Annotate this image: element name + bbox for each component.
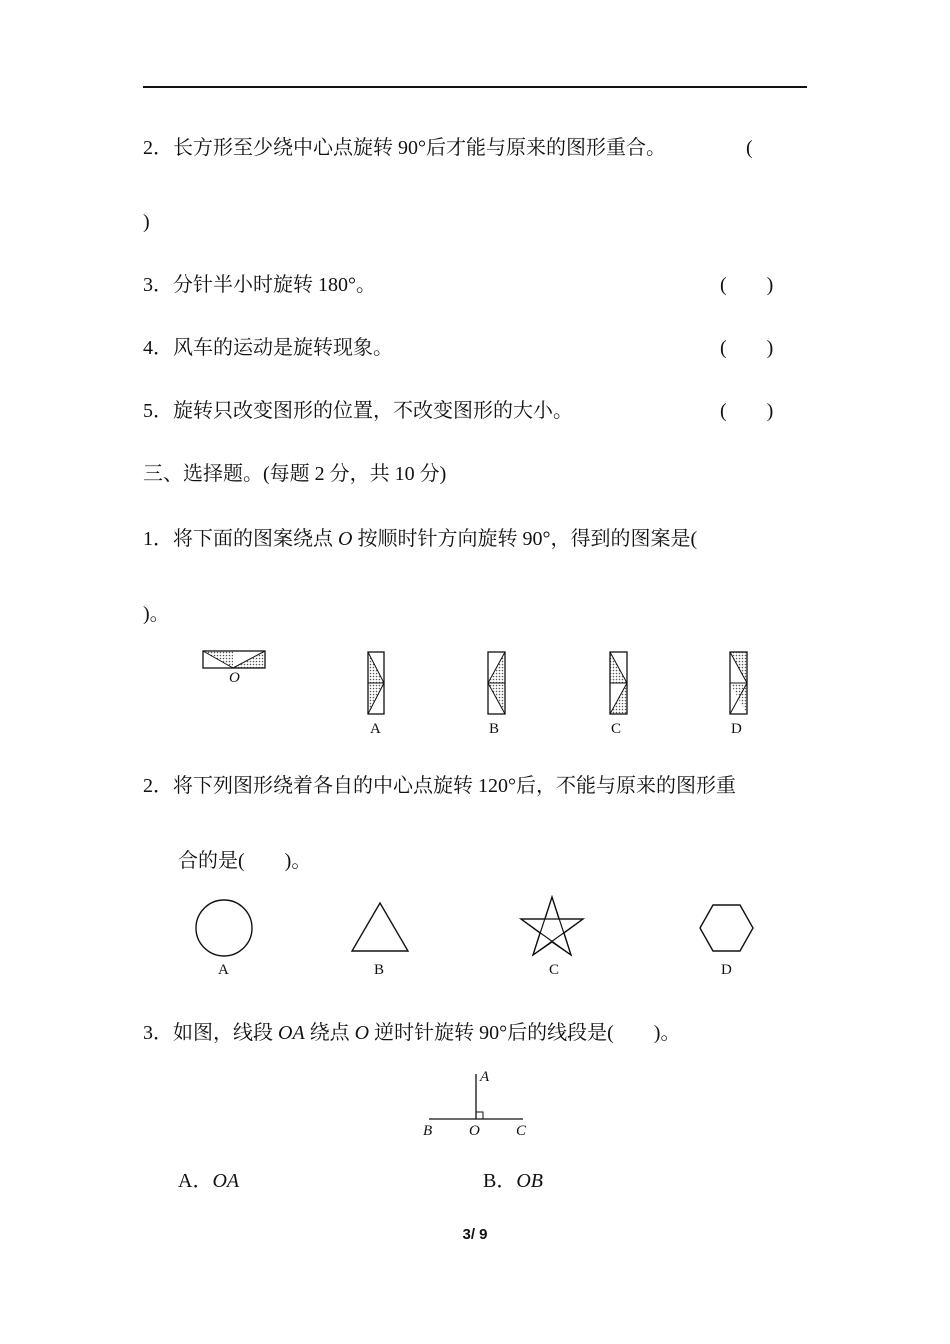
choice2-option-c-label[interactable]: C — [549, 962, 560, 978]
q2-number: 2． — [143, 137, 173, 159]
q4-answer-blank[interactable]: ( ) — [720, 337, 774, 359]
fig-label-b: B — [423, 1123, 433, 1139]
choice2-text: 将下列图形绕着各自的中心点旋转 120°后，不能与原来的图形重 — [173, 775, 736, 797]
answer-b-letter: B． — [483, 1170, 517, 1192]
choice1-text-b: 按顺时针方向旋转 90°，得到的图案是( — [352, 528, 698, 550]
q2-paren-open[interactable]: ( — [746, 137, 753, 159]
fig-label-a: A — [480, 1069, 490, 1085]
q3-text: 分针半小时旋转 180°。 — [173, 274, 376, 296]
fig-label-c: C — [516, 1123, 527, 1139]
q5-answer-blank[interactable]: ( ) — [720, 400, 774, 422]
page-number: 3/ 9 — [462, 1226, 488, 1243]
fig-label-o: O — [469, 1123, 480, 1139]
choice3-text-a: 如图，线段 — [173, 1022, 278, 1044]
choice3-answer-b[interactable] — [483, 1169, 543, 1193]
choice3-answer-a[interactable] — [178, 1169, 239, 1193]
q5-number: 5． — [143, 400, 173, 422]
choice1-option-a-label[interactable]: A — [370, 721, 381, 737]
choice2-stem-line2: 合的是( )。 — [178, 850, 312, 872]
right-angle-mark — [476, 1112, 483, 1119]
q4-number: 4． — [143, 337, 173, 359]
choice3-text-b: 绕点 — [304, 1022, 355, 1044]
choice1-tail: )。 — [143, 603, 170, 625]
choice3-seg: OA — [278, 1022, 305, 1044]
q2-text: 长方形至少绕中心点旋转 90°后才能与原来的图形重合。 — [173, 137, 666, 159]
choice1-option-b-label[interactable]: B — [489, 721, 500, 737]
choice1-option-c-label[interactable]: C — [611, 721, 622, 737]
q3-answer-blank[interactable]: ( ) — [720, 274, 774, 296]
choice1-origin-label: O — [229, 670, 240, 686]
choice2-option-a-label[interactable]: A — [218, 962, 229, 978]
choice1-number: 1． — [143, 528, 173, 550]
choice3-text-c: 逆时针旋转 90°后的线段是( )。 — [369, 1022, 681, 1044]
choice2-option-d-label[interactable]: D — [721, 962, 732, 978]
q2-paren-close: ) — [143, 211, 150, 233]
answer-a-value: OA — [212, 1170, 240, 1192]
q4-text: 风车的运动是旋转现象。 — [173, 337, 393, 359]
answer-a-letter: A． — [178, 1170, 213, 1192]
choice1-point: O — [338, 528, 353, 550]
choice3-number: 3． — [143, 1022, 173, 1044]
section3-title: 三、选择题。(每题 2 分，共 10 分) — [143, 463, 447, 485]
choice1-option-d-label[interactable]: D — [731, 721, 742, 737]
q5-text: 旋转只改变图形的位置，不改变图形的大小。 — [173, 400, 573, 422]
choice2-number: 2． — [143, 775, 173, 797]
choice1-text-a: 将下面的图案绕点 — [173, 528, 338, 550]
answer-b-value: OB — [516, 1170, 544, 1192]
choice3-point: O — [354, 1022, 370, 1044]
q3-number: 3． — [143, 274, 173, 296]
choice2-option-b-label[interactable]: B — [374, 962, 385, 978]
